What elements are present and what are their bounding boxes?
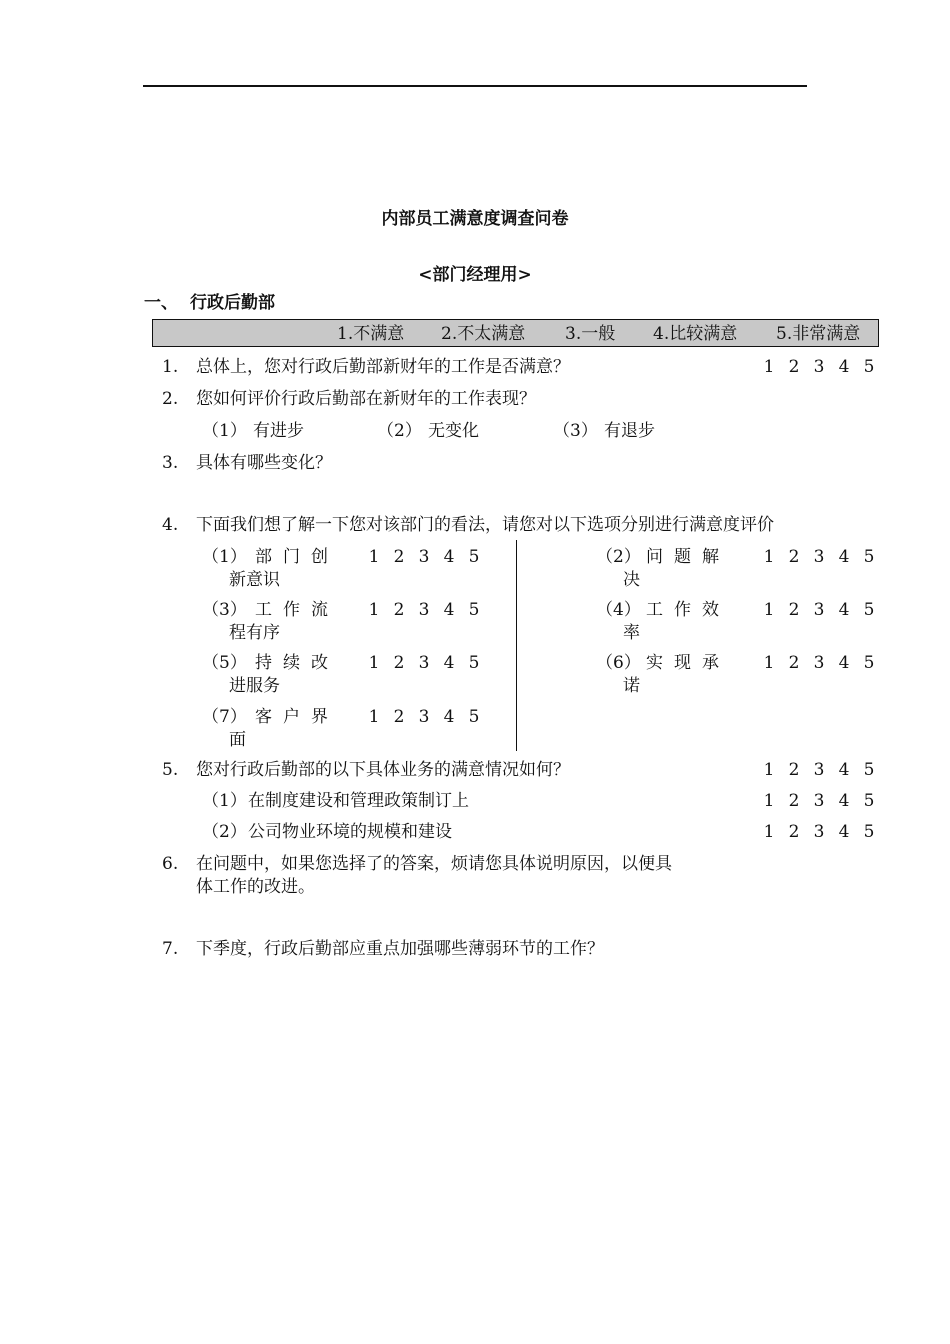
question-number: 6. [162, 854, 179, 874]
rating-2[interactable]: 2 [788, 357, 800, 377]
item-label-line1: 部门创 [255, 547, 339, 567]
rating-3[interactable]: 3 [813, 600, 825, 620]
rating-1[interactable]: 1 [763, 653, 775, 673]
rating-3[interactable]: 3 [418, 600, 430, 620]
sub-item-number: （1） [202, 791, 247, 811]
item-label-line2: 面 [229, 730, 246, 750]
rating-options[interactable] [763, 821, 873, 843]
item-label-line1: 持续改 [255, 653, 339, 673]
rating-1[interactable]: 1 [763, 760, 775, 780]
scale-label-3: 3.一般 [565, 324, 616, 344]
item-label-line2: 决 [623, 570, 640, 590]
item-number: （2） [596, 547, 641, 567]
rating-4[interactable]: 4 [443, 707, 455, 727]
question-number: 2. [162, 389, 179, 409]
option-progress[interactable]: 有进步 [253, 421, 304, 441]
rating-5[interactable]: 5 [863, 547, 875, 567]
rating-1[interactable]: 1 [763, 791, 775, 811]
header-rule [143, 85, 807, 87]
sub-item-text: 在制度建设和管理政策制订上 [248, 791, 469, 811]
rating-2[interactable]: 2 [788, 760, 800, 780]
question-text: 您如何评价行政后勤部在新财年的工作表现？ [196, 389, 536, 409]
rating-2[interactable]: 2 [788, 822, 800, 842]
rating-5[interactable]: 5 [468, 547, 480, 567]
option-number: （2） [377, 421, 422, 441]
rating-1[interactable]: 1 [763, 600, 775, 620]
rating-5[interactable]: 5 [468, 653, 480, 673]
rating-4[interactable]: 4 [838, 791, 850, 811]
item-label-line2: 新意识 [229, 570, 280, 590]
item-label-line2: 进服务 [229, 676, 280, 696]
rating-options[interactable] [763, 759, 873, 781]
page-subtitle: <部门经理用> [418, 265, 532, 285]
scale-label-5: 5.非常满意 [776, 324, 861, 344]
question-text-line2: 体工作的改进。 [196, 877, 315, 897]
sub-item-text: 公司物业环境的规模和建设 [248, 822, 452, 842]
rating-5[interactable]: 5 [468, 600, 480, 620]
scale-label-4: 4.比较满意 [653, 324, 738, 344]
question-text: 下面我们想了解一下您对该部门的看法，请您对以下选项分别进行满意度评价 [196, 515, 774, 535]
item-label-line2: 诺 [623, 676, 640, 696]
rating-5[interactable]: 5 [863, 822, 875, 842]
rating-3[interactable]: 3 [813, 822, 825, 842]
rating-2[interactable]: 2 [393, 707, 405, 727]
rating-4[interactable]: 4 [443, 600, 455, 620]
rating-4[interactable]: 4 [838, 822, 850, 842]
question-text: 总体上，您对行政后勤部新财年的工作是否满意？ [196, 357, 570, 377]
rating-2[interactable]: 2 [393, 600, 405, 620]
rating-options[interactable] [368, 652, 478, 674]
question-text-line1: 在问题中，如果您选择了的答案，烦请您具体说明原因，以便具 [196, 854, 672, 874]
rating-4[interactable]: 4 [838, 357, 850, 377]
page-title: 内部员工满意度调查问卷 [381, 209, 569, 229]
rating-3[interactable]: 3 [418, 653, 430, 673]
rating-3[interactable]: 3 [813, 547, 825, 567]
section-number: 一、 [144, 293, 178, 313]
rating-2[interactable]: 2 [393, 547, 405, 567]
question-number: 7. [162, 939, 179, 959]
rating-options[interactable] [763, 546, 873, 568]
question-number: 1. [162, 357, 179, 377]
question-number: 4. [162, 515, 179, 535]
rating-5[interactable]: 5 [863, 791, 875, 811]
rating-1[interactable]: 1 [368, 547, 380, 567]
rating-2[interactable]: 2 [788, 600, 800, 620]
rating-2[interactable]: 2 [788, 547, 800, 567]
item-number: （4） [596, 600, 641, 620]
scale-label-1: 1.不满意 [337, 324, 405, 344]
rating-4[interactable]: 4 [443, 653, 455, 673]
option-no-change[interactable]: 无变化 [428, 421, 479, 441]
rating-3[interactable]: 3 [813, 357, 825, 377]
item-label-line2: 率 [623, 623, 640, 643]
rating-3[interactable]: 3 [813, 791, 825, 811]
rating-options[interactable] [763, 790, 873, 812]
rating-5[interactable]: 5 [863, 600, 875, 620]
rating-options[interactable] [368, 599, 478, 621]
rating-1[interactable]: 1 [368, 707, 380, 727]
item-number: （7） [202, 707, 247, 727]
question-text: 具体有哪些变化？ [196, 453, 332, 473]
rating-options[interactable] [763, 652, 873, 674]
rating-scale-legend [152, 319, 879, 347]
rating-4[interactable]: 4 [838, 547, 850, 567]
rating-5[interactable]: 5 [863, 357, 875, 377]
rating-3[interactable]: 3 [813, 760, 825, 780]
rating-1[interactable]: 1 [368, 600, 380, 620]
scale-label-2: 2.不太满意 [441, 324, 526, 344]
rating-options[interactable] [368, 546, 478, 568]
question-number: 5. [162, 760, 179, 780]
rating-4[interactable]: 4 [838, 600, 850, 620]
rating-5[interactable]: 5 [863, 653, 875, 673]
column-divider [516, 540, 517, 751]
item-number: （1） [202, 547, 247, 567]
rating-1[interactable]: 1 [763, 547, 775, 567]
item-label-line1: 工作流 [255, 600, 339, 620]
question-number: 3. [162, 453, 179, 473]
rating-2[interactable]: 2 [393, 653, 405, 673]
rating-4[interactable]: 4 [838, 760, 850, 780]
rating-3[interactable]: 3 [418, 707, 430, 727]
item-number: （3） [202, 600, 247, 620]
option-number: （3） [553, 421, 598, 441]
rating-4[interactable]: 4 [838, 653, 850, 673]
rating-5[interactable]: 5 [863, 760, 875, 780]
rating-options[interactable] [368, 706, 478, 728]
item-label-line1: 实现承 [646, 653, 730, 673]
rating-2[interactable]: 2 [788, 653, 800, 673]
question-text: 下季度，行政后勤部应重点加强哪些薄弱环节的工作？ [196, 939, 604, 959]
section-title: 行政后勤部 [190, 293, 275, 313]
option-regress[interactable]: 有退步 [604, 421, 655, 441]
item-number: （5） [202, 653, 247, 673]
item-label-line1: 问题解 [646, 547, 730, 567]
option-number: （1） [202, 421, 247, 441]
item-number: （6） [596, 653, 641, 673]
rating-2[interactable]: 2 [788, 791, 800, 811]
rating-5[interactable]: 5 [468, 707, 480, 727]
rating-3[interactable]: 3 [813, 653, 825, 673]
rating-options[interactable] [763, 599, 873, 621]
rating-4[interactable]: 4 [443, 547, 455, 567]
item-label-line2: 程有序 [229, 623, 280, 643]
question-text: 您对行政后勤部的以下具体业务的满意情况如何？ [196, 760, 570, 780]
rating-1[interactable]: 1 [368, 653, 380, 673]
sub-item-number: （2） [202, 822, 247, 842]
item-label-line1: 工作效 [646, 600, 730, 620]
rating-options[interactable] [763, 356, 873, 378]
rating-1[interactable]: 1 [763, 822, 775, 842]
rating-1[interactable]: 1 [763, 357, 775, 377]
item-label-line1: 客户界 [255, 707, 339, 727]
rating-3[interactable]: 3 [418, 547, 430, 567]
